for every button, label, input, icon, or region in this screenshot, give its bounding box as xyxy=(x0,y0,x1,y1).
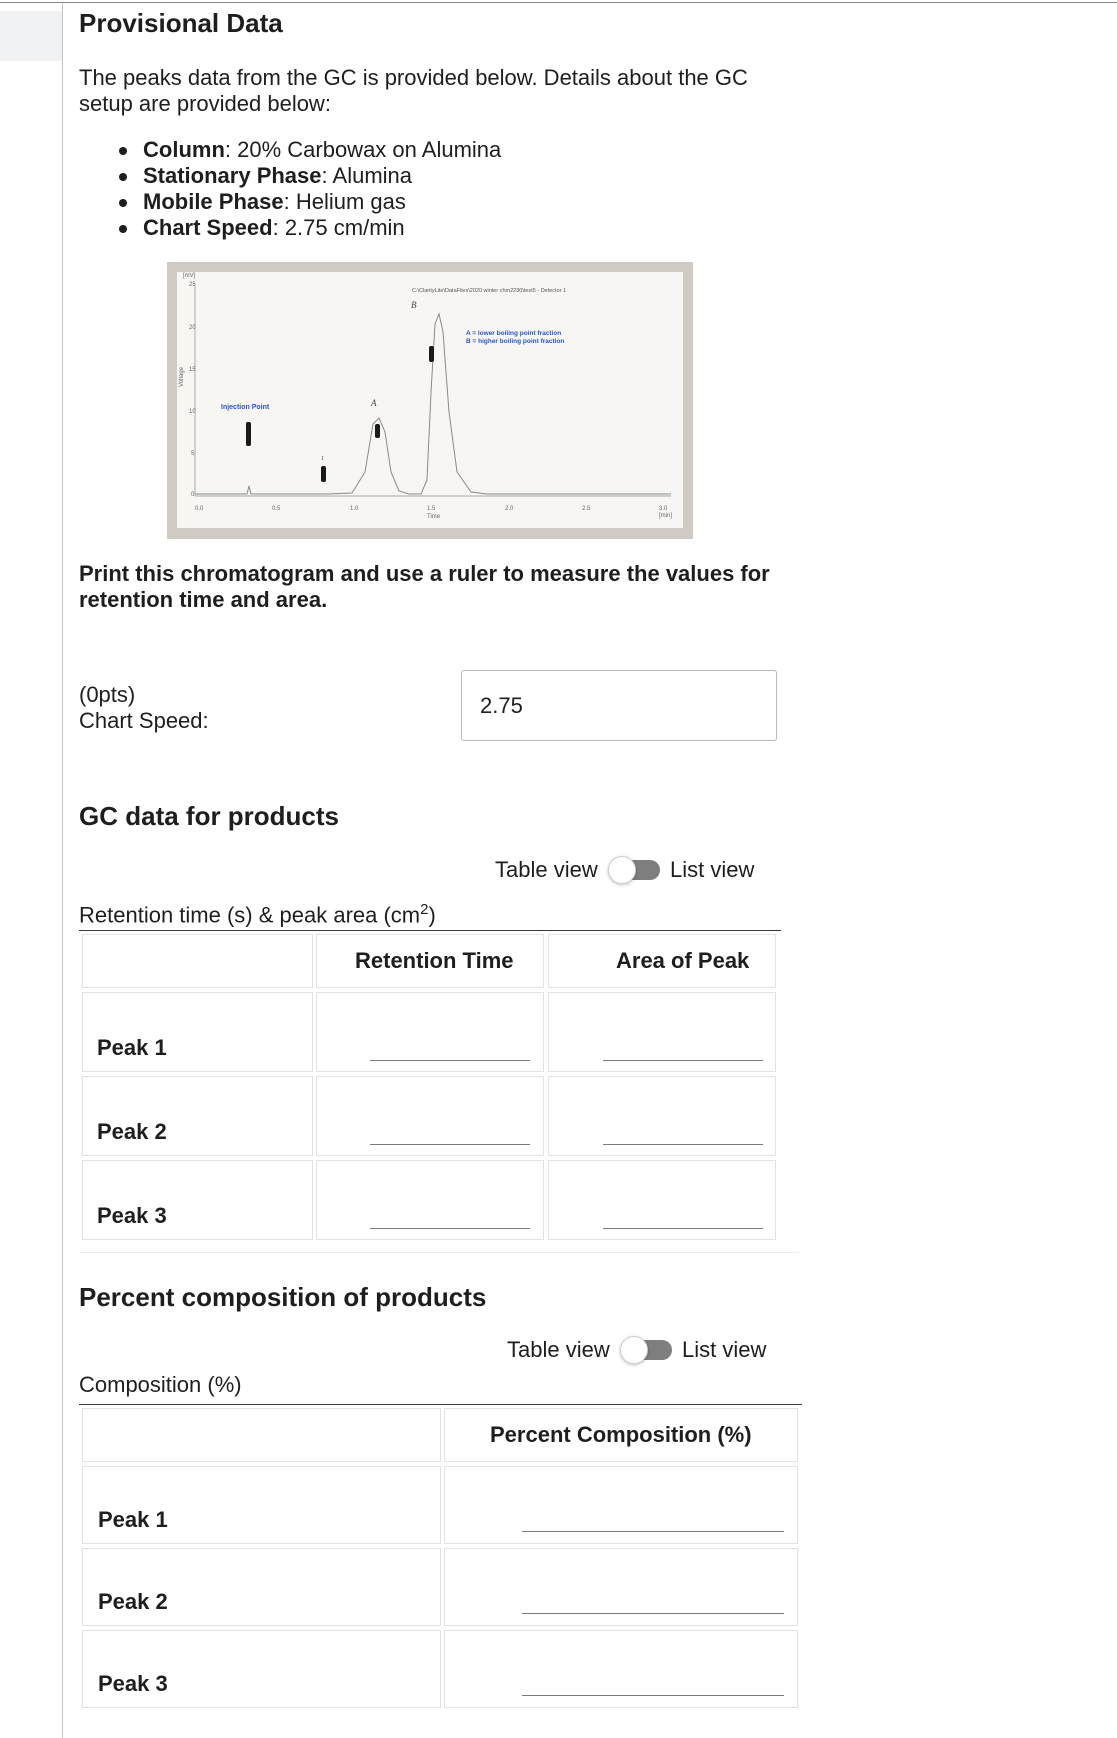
x-unit-label: [min] xyxy=(659,513,673,519)
injection-marker xyxy=(246,422,251,446)
x-tick: 0.5 xyxy=(272,506,281,512)
row-label-peak-2: Peak 2 xyxy=(98,1589,168,1614)
peak-3-composition-blank[interactable] xyxy=(522,1695,784,1696)
spec-label: Chart Speed xyxy=(143,215,273,240)
chart-header: C:\ClarityLite\DataFiles\2020 winter chm2230\test5 - Detector 1 xyxy=(412,288,567,294)
handwritten-mark-small: 1 xyxy=(321,456,324,462)
caption-superscript: 2 xyxy=(420,901,429,918)
y-axis-label: Voltage xyxy=(179,366,185,387)
toggle-knob xyxy=(608,856,636,884)
legend-b: B = higher boiling point fraction xyxy=(466,338,565,345)
row-label-peak-1: Peak 1 xyxy=(97,1035,167,1060)
intro-text: The peaks data from the GC is provided below. Details about the GC setup are provided below: xyxy=(79,65,748,116)
x-tick: 3.0 xyxy=(659,506,668,512)
spec-mobile-phase xyxy=(143,189,501,215)
x-tick: 1.5 xyxy=(427,506,436,512)
section-title-gc-data: GC data for products xyxy=(79,801,340,831)
x-tick: 1.0 xyxy=(350,506,359,512)
spec-stationary-phase xyxy=(143,163,501,189)
list-view-label: List view xyxy=(681,1337,767,1363)
peak-2-area-blank[interactable] xyxy=(603,1144,763,1145)
composition-caption: Composition (%) xyxy=(79,1372,242,1397)
peak-1-retention-time-blank[interactable] xyxy=(370,1060,530,1061)
view-toggle-switch[interactable] xyxy=(620,1335,672,1365)
legend-a: A = lower boiling point fraction xyxy=(466,330,562,337)
spec-value: : Alumina xyxy=(321,163,413,188)
sidebar-tab[interactable] xyxy=(0,11,62,61)
x-tick: 2.0 xyxy=(505,506,514,512)
y-tick: 25 xyxy=(189,282,196,288)
injection-point-label: Injection Point xyxy=(221,404,270,411)
peak-2-composition-blank[interactable] xyxy=(522,1613,784,1614)
peak-1-area-blank[interactable] xyxy=(603,1060,763,1061)
y-tick: 5 xyxy=(191,451,195,457)
chromatogram-svg xyxy=(177,272,683,528)
column-header-percent-composition: Percent Composition (%) xyxy=(490,1422,752,1447)
print-instruction: Print this chromatogram and use a ruler to measure the values for retention time and area. xyxy=(79,561,770,612)
spec-label: Stationary Phase xyxy=(143,163,322,188)
gc-table-top-rule xyxy=(79,930,781,931)
top-divider xyxy=(0,2,1117,3)
chart-speed-label: Chart Speed: xyxy=(79,708,209,733)
table-view-label: Table view xyxy=(507,1337,610,1363)
caption-text: Retention time (s) & peak area (cm xyxy=(79,902,421,928)
peak-marker-small xyxy=(321,466,326,482)
y-tick: 15 xyxy=(189,367,196,373)
row-label-peak-3: Peak 3 xyxy=(98,1671,168,1696)
section-title-composition: Percent composition of products xyxy=(79,1282,487,1312)
handwritten-mark-a: A xyxy=(371,398,377,408)
spec-value: : 2.75 cm/min xyxy=(272,215,405,240)
peak-1-composition-blank[interactable] xyxy=(522,1531,784,1532)
row-label-peak-2: Peak 2 xyxy=(97,1119,167,1144)
y-unit-label: [mV] xyxy=(183,273,196,279)
spec-column xyxy=(143,137,501,163)
table-cell xyxy=(444,1630,798,1708)
spec-chart-speed xyxy=(143,215,501,241)
table-corner-cell xyxy=(82,934,313,988)
gc-view-toggle xyxy=(495,854,754,884)
list-view-label: List view xyxy=(669,857,755,883)
table-view-label: Table view xyxy=(495,857,598,883)
x-tick: 2.5 xyxy=(582,506,591,512)
y-tick: 10 xyxy=(189,409,196,415)
gc-setup-list xyxy=(143,137,501,241)
section-separator xyxy=(79,1252,799,1253)
gc-table-caption xyxy=(79,897,436,928)
section-title-provisional: Provisional Data xyxy=(79,8,283,38)
column-header-area-of-peak: Area of Peak xyxy=(616,948,750,973)
table-corner-cell xyxy=(82,1408,441,1462)
column-header-retention-time: Retention Time xyxy=(355,948,514,973)
composition-table-top-rule xyxy=(79,1404,802,1405)
spec-label: Column xyxy=(143,137,225,162)
row-label-peak-3: Peak 3 xyxy=(97,1203,167,1228)
spec-label: Mobile Phase xyxy=(143,189,284,214)
table-cell xyxy=(444,1466,798,1544)
peak-3-retention-time-blank[interactable] xyxy=(370,1228,530,1229)
view-toggle-switch[interactable] xyxy=(608,855,660,885)
peak-marker-b xyxy=(429,346,434,362)
row-label-peak-1: Peak 1 xyxy=(98,1507,168,1532)
peak-marker-a xyxy=(375,424,380,438)
chart-speed-input[interactable] xyxy=(461,670,777,741)
x-axis-label: Time xyxy=(427,514,441,520)
handwritten-mark-b: B xyxy=(411,300,417,310)
spec-value: : Helium gas xyxy=(283,189,406,214)
chart-speed-points: (0pts) xyxy=(79,682,136,707)
caption-end: ) xyxy=(428,902,436,928)
composition-view-toggle xyxy=(507,1334,766,1364)
peak-2-retention-time-blank[interactable] xyxy=(370,1144,530,1145)
table-cell xyxy=(444,1548,798,1626)
peak-3-area-blank[interactable] xyxy=(603,1228,763,1229)
sidebar-divider xyxy=(62,3,63,1738)
x-tick: 0.0 xyxy=(195,506,204,512)
y-tick: 20 xyxy=(189,325,196,331)
toggle-knob xyxy=(620,1336,648,1364)
y-tick: 0 xyxy=(191,492,195,498)
spec-value: : 20% Carbowax on Alumina xyxy=(224,137,502,162)
chromatogram-photo xyxy=(167,262,693,539)
chromatogram-paper xyxy=(177,272,683,528)
